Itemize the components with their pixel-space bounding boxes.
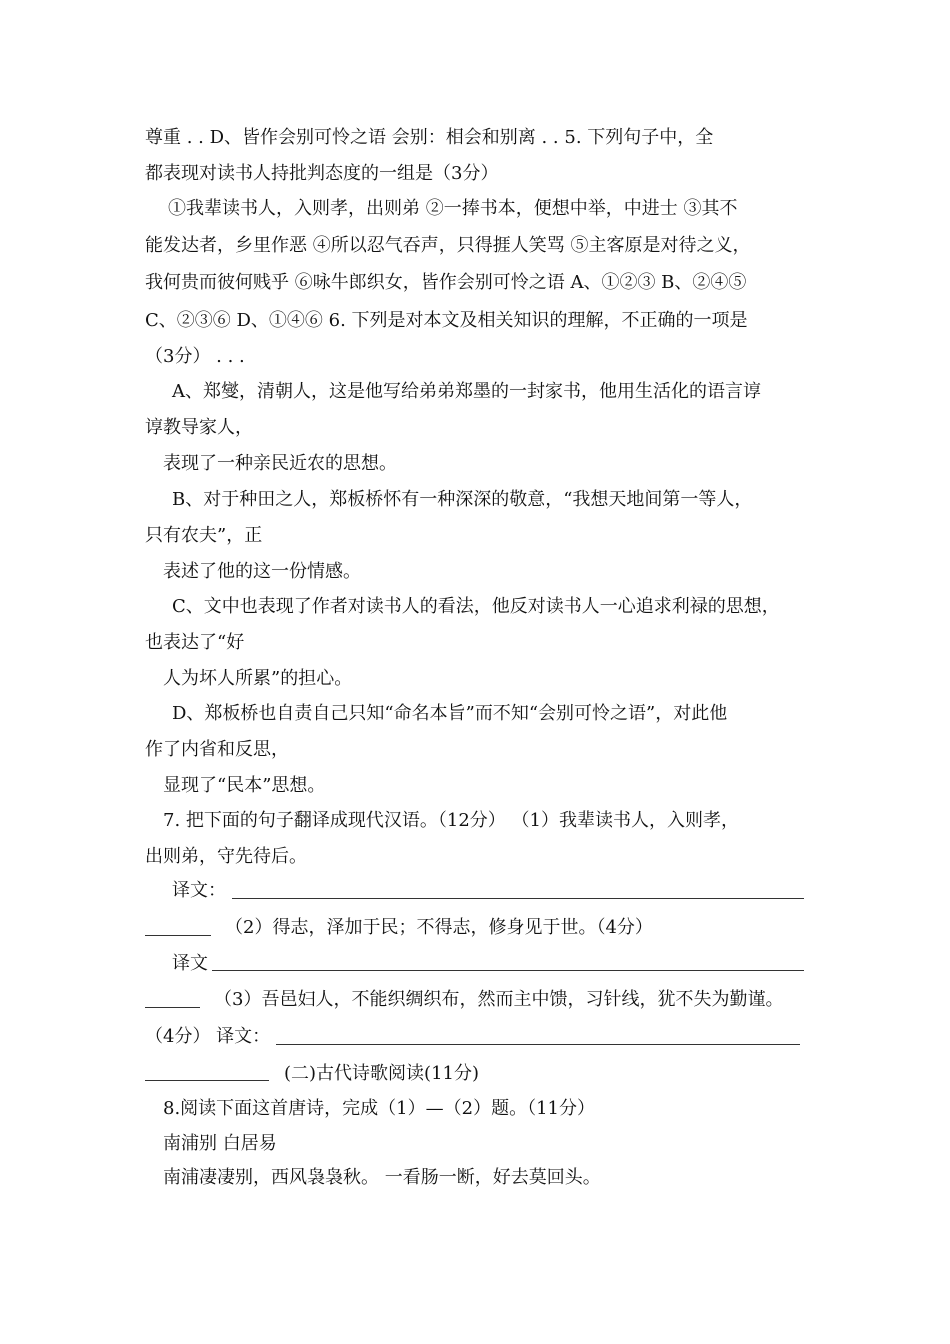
option-d-line-2: 作了内省和反思，	[145, 739, 289, 760]
text-line-2: 都表现对读书人持批判态度的一组是（3分）	[145, 163, 499, 184]
option-b-line-1: B、对于种田之人，郑板桥怀有一种深深的敬意，“我想天地间第一等人，	[172, 489, 753, 510]
answer-blank-1[interactable]	[232, 898, 804, 899]
poem-title-author: 南浦别 白居易	[163, 1133, 277, 1154]
poem-text: 南浦凄凄别，西风袅袅秋。 一看肠一断，好去莫回头。	[163, 1167, 601, 1188]
option-a-line-2: 谆教导家人，	[145, 417, 253, 438]
answer-blank-1-continued[interactable]	[145, 935, 211, 936]
answer-blank-3-continued[interactable]	[145, 1080, 269, 1081]
translation-label-3: （4分） 译文：	[145, 1026, 271, 1047]
option-c-line-2: 也表达了“好	[145, 632, 245, 653]
option-b-line-2: 只有农夫”，正	[145, 525, 263, 546]
answer-blank-2[interactable]	[212, 970, 804, 971]
text-line-7: （3分） . . .	[145, 346, 245, 367]
option-c-line-1: C、文中也表现了作者对读书人的看法，他反对读书人一心追求利禄的思想，	[172, 596, 780, 617]
translation-label-1: 译文：	[172, 880, 226, 901]
question-7-line-2: 出则弟，守先待后。	[145, 846, 307, 867]
option-b-line-3: 表述了他的这一份情感。	[163, 561, 361, 582]
option-d-line-3: 显现了“民本”思想。	[163, 775, 326, 796]
translation-label-2: 译文	[172, 953, 208, 974]
section-heading-poetry: (二)古代诗歌阅读(11分)	[284, 1063, 479, 1084]
sub-question-2: （2）得志，泽加于民；不得志，修身见于世。（4分）	[225, 917, 653, 938]
option-a-line-3: 表现了一种亲民近农的思想。	[163, 453, 397, 474]
text-line-6: C、②③⑥ D、①④⑥ 6. 下列是对本文及相关知识的理解，不正确的一项是	[145, 310, 748, 331]
option-c-line-3: 人为坏人所累”的担心。	[163, 668, 353, 689]
answer-blank-3[interactable]	[276, 1044, 800, 1045]
question-7-line-1: 7. 把下面的句子翻译成现代汉语。（12分） （1）我辈读书人，入则孝，	[163, 810, 739, 831]
text-line-1: 尊重 . . D、皆作会别可怜之语 会别：相会和别离 . . 5. 下列句子中，全	[145, 127, 714, 148]
text-line-4: 能发达者，乡里作恶 ④所以忍气吞声，只得捱人笑骂 ⑤主客原是对待之义，	[145, 235, 751, 256]
text-line-3: ①我辈读书人，入则孝，出则弟 ②一捧书本，便想中举，中进士 ③其不	[168, 198, 738, 219]
answer-blank-2-continued[interactable]	[145, 1007, 200, 1008]
option-d-line-1: D、郑板桥也自责自己只知“命名本旨”而不知“会别可怜之语”，对此他	[172, 703, 728, 724]
sub-question-3: （3）吾邑妇人，不能织绸织布，然而主中馈，习针线，犹不失为勤谨。	[214, 989, 784, 1010]
text-line-5: 我何贵而彼何贱乎 ⑥咏牛郎织女，皆作会别可怜之语 A、①②③ B、②④⑤	[145, 272, 747, 293]
question-8: 8.阅读下面这首唐诗，完成（1）—（2）题。（11分）	[163, 1098, 595, 1119]
option-a-line-1: A、郑燮，清朝人，这是他写给弟弟郑墨的一封家书，他用生活化的语言谆	[172, 381, 761, 402]
